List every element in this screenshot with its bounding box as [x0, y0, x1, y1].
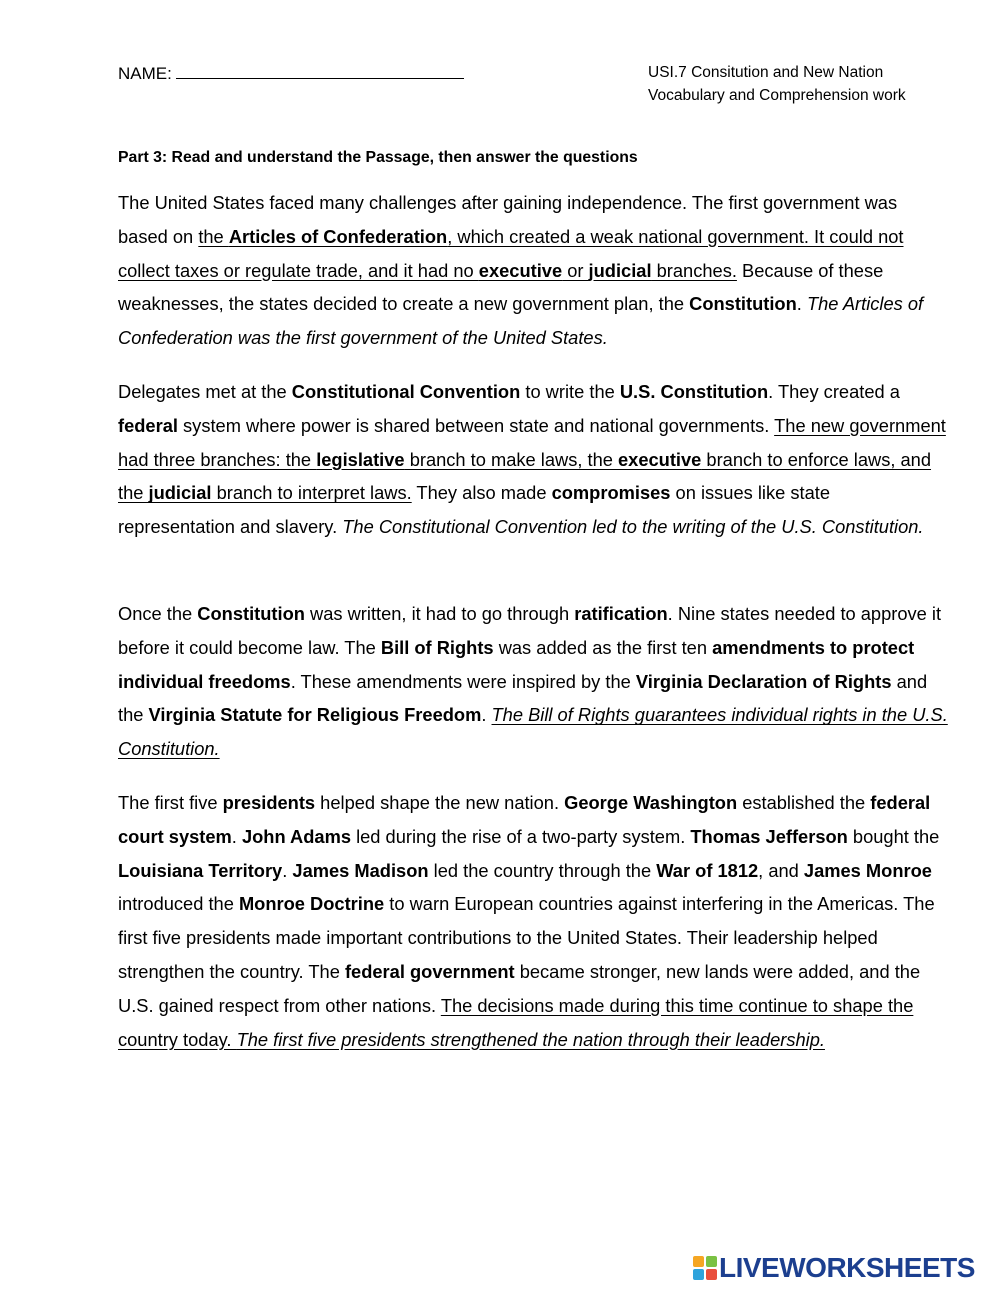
passage-text-segment: Once the: [118, 603, 198, 624]
name-field[interactable]: [118, 61, 464, 84]
part-title: Part 3: Read and understand the Passage, then answer the questions: [118, 149, 638, 166]
passage-text-segment: to write the: [520, 381, 620, 402]
name-blank-line[interactable]: [176, 61, 464, 79]
passage-text-segment: .: [282, 859, 293, 881]
passage-text-segment: federal government: [344, 960, 515, 982]
passage-text-segment: executive: [618, 448, 702, 470]
passage-text-segment: federal: [118, 414, 178, 436]
passage-text-segment: Constitutional Convention: [291, 381, 521, 402]
passage-text-segment: .: [796, 293, 807, 315]
passage-text-segment: judicial: [588, 259, 652, 281]
passage-text-segment: or: [562, 259, 589, 281]
name-label: NAME:: [118, 64, 172, 83]
passage-text-segment: bought the: [847, 825, 940, 847]
passage-text-segment: Thomas Jefferson: [690, 825, 848, 847]
logo-square-1: [693, 1256, 704, 1267]
passage-text-segment: introduced the: [118, 893, 239, 915]
passage-text-segment: system where power is shared between state and national governments.: [177, 414, 775, 436]
passage-text-segment: John Adams: [241, 825, 351, 847]
passage-text-segment: ratification: [574, 603, 668, 624]
passage-text-segment: War of 1812: [656, 859, 759, 881]
passage-text-segment: was written, it had to go through: [304, 603, 575, 624]
passage-text-segment: on issues like state representation and slavery.: [118, 482, 831, 538]
passage-text-segment: U.S. Constitution: [619, 381, 769, 402]
passage-paragraph-2: [118, 375, 948, 544]
passage-text-segment: The new government had three branches: the: [118, 414, 946, 470]
passage-text-segment: Articles of Confederation: [228, 225, 448, 247]
passage-text-segment: Monroe Doctrine: [238, 893, 385, 915]
passage-text-segment: Constitution: [197, 603, 305, 624]
passage-text-segment: to warn European countries against interfering in the Americas. The first five presidents made important contributions to the United States. Their leadership helped strengthen the country. The: [118, 893, 935, 982]
passage-text-segment: branch to enforce laws, and the: [118, 448, 932, 504]
passage-text-segment: compromises: [551, 482, 671, 504]
liveworksheets-logo: [693, 1252, 975, 1284]
passage-text-segment: Virginia Statute for Religious Freedom: [148, 704, 482, 726]
passage-text-segment: James Madison: [292, 859, 429, 881]
passage-text-segment: James Monroe: [803, 859, 932, 881]
passage-text-segment: Constitution: [689, 293, 797, 315]
passage-text-segment: branches.: [651, 259, 737, 281]
passage-text-segment: Because of these weaknesses, the states decided to create a new government plan, the: [118, 259, 884, 315]
liveworksheets-logo-text: LIVEWORKSHEETS: [719, 1252, 975, 1283]
passage-text-segment: , and: [758, 859, 804, 881]
passage-text-segment: The first five presidents strengthened the nation through their leadership.: [236, 1028, 825, 1050]
passage-text-segment: Bill of Rights: [380, 636, 494, 658]
passage-text-segment: The Articles of Confederation was the first government of the United States.: [118, 293, 924, 349]
passage-text-segment: The decisions made during this time continue to shape the country today.: [118, 994, 914, 1050]
course-title-line1: USI.7 Consitution and New Nation: [648, 64, 884, 81]
passage-paragraph-1: [118, 186, 948, 355]
passage-text-segment: The Bill of Rights guarantees individual rights in the U.S. Constitution.: [118, 704, 948, 760]
passage-text-segment: judicial: [148, 482, 212, 504]
passage-text-segment: became stronger, new lands were added, and the U.S. gained respect from other nations.: [118, 960, 921, 1016]
passage-text-segment: amendments to protect individual freedoms: [118, 636, 915, 692]
passage-text-segment: . They created a: [768, 381, 900, 402]
passage-text-segment: . Nine states needed to approve it before it could become law. The: [118, 603, 942, 658]
logo-square-3: [693, 1269, 704, 1280]
passage-text-segment: They also made: [411, 482, 552, 504]
passage-text-segment: was added as the first ten: [493, 636, 713, 658]
logo-square-2: [706, 1256, 717, 1267]
passage-text-segment: legislative: [316, 448, 405, 470]
passage-text-segment: branch to make laws, the: [404, 448, 618, 470]
passage-text-segment: the: [198, 225, 229, 247]
passage-text-segment: executive: [478, 259, 563, 281]
passage-paragraph-4: [118, 786, 948, 1056]
passage-text-segment: .: [231, 825, 242, 847]
passage-text-segment: established the: [737, 792, 871, 813]
passage-text-segment: led the country through the: [428, 859, 657, 881]
liveworksheets-logo-icon: [693, 1256, 717, 1280]
course-header: [648, 61, 906, 107]
passage-text-segment: Delegates met at the: [118, 381, 292, 402]
passage-text-segment: .: [481, 704, 492, 726]
passage-text-segment: . These amendments were inspired by the: [290, 670, 636, 692]
passage-text-segment: The first five: [118, 792, 223, 813]
passage-text-segment: presidents: [222, 792, 316, 813]
passage-text-segment: branch to interpret laws.: [211, 482, 412, 504]
passage-text-segment: led during the rise of a two-party system.: [351, 825, 691, 847]
passage-text-segment: and the: [118, 670, 928, 726]
passage-text-segment: The United States faced many challenges after gaining independence. The first government was based on: [118, 192, 898, 247]
passage-text-segment: federal court system: [118, 792, 931, 847]
logo-square-4: [706, 1269, 717, 1280]
passage-text-segment: George Washington: [564, 792, 738, 813]
passage-text-segment: Louisiana Territory: [118, 859, 283, 881]
passage-text-segment: , which created a weak national government. It could not collect taxes or regulate trade, and it had no: [118, 225, 904, 281]
passage-paragraph-3: [118, 597, 948, 766]
course-title-line2: Vocabulary and Comprehension work: [648, 87, 906, 104]
passage-text-segment: Virginia Declaration of Rights: [635, 670, 892, 692]
passage-text-segment: helped shape the new nation.: [315, 792, 565, 813]
passage-text-segment: The Constitutional Convention led to the writing of the U.S. Constitution.: [342, 516, 924, 538]
